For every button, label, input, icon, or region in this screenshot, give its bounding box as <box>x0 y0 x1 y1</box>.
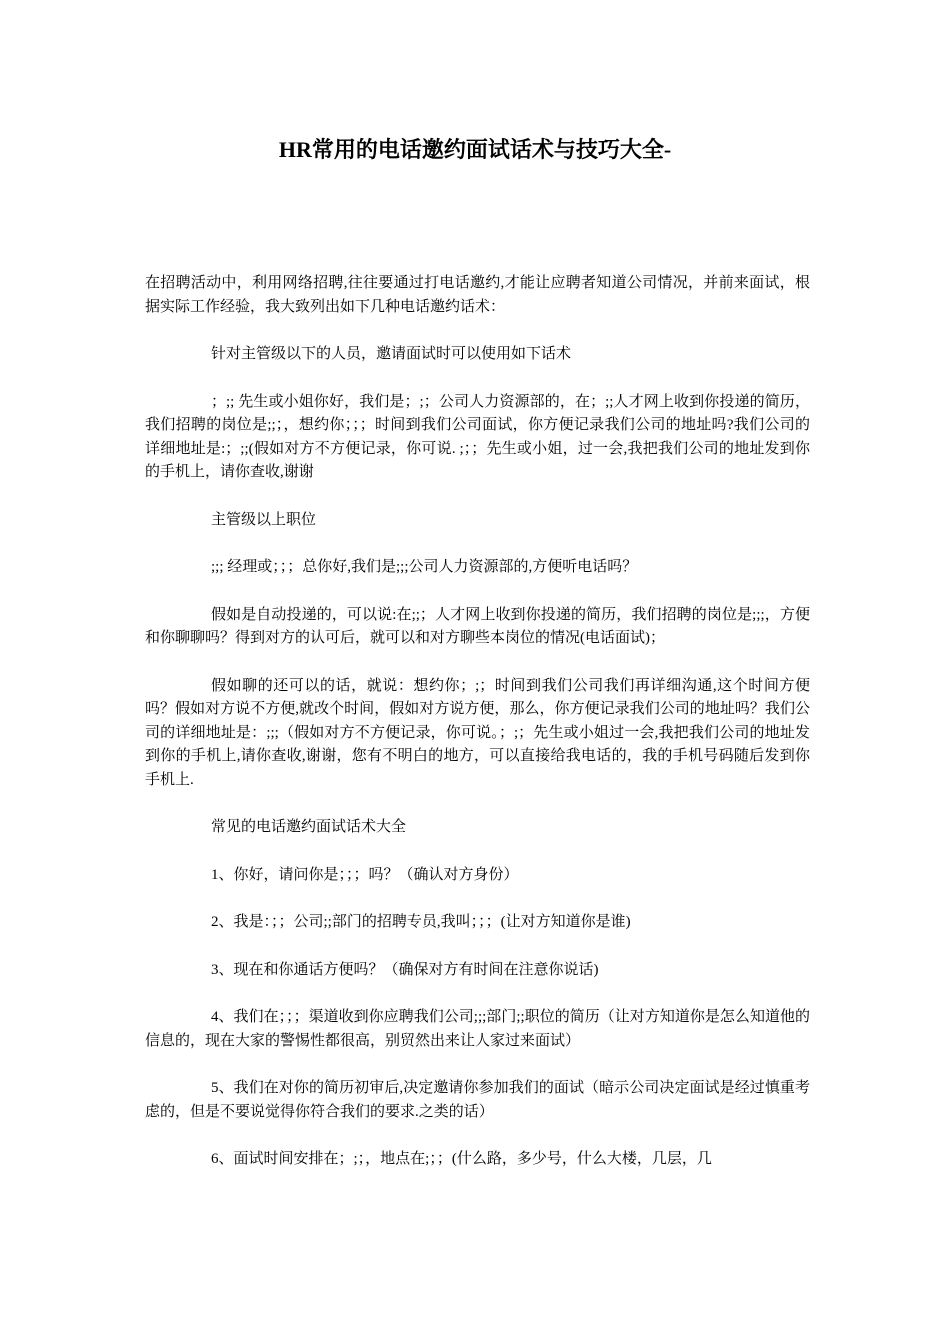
list-item-4: 4、我们在；；；渠道收到你应聘我们公司;;;部门;;职位的简历（让对方知道你是怎么知道他的信息的，现在大家的警惕性都很高，别贸然出来让人家过来面试） <box>145 1009 810 1049</box>
paragraph-heading-senior: 主管级以上职位 <box>211 511 317 528</box>
document-body <box>145 272 810 1196</box>
paragraph-senior-greeting: ;;; 经理或；；；总你好,我们是;;;公司人力资源部的,方便听电话吗？ <box>211 559 638 575</box>
document-title: HR常用的电话邀约面试话术与技巧大全- <box>278 137 672 162</box>
paragraph-follow-up: 假如聊的还可以的话，就说：想约你；;；时间到我们公司我们再详细沟通,这个时间方便吗？假如对方说不方便,就改个时间，假如对方说方便，那么，你方便记录我们公司的地址吗？我们公司的详细地址是：;;;（假如对方不方便记录，你可说。；;；先生或小姐过一会,我把我们公司的地址发到你的手机上,请你查收,谢谢，您有不明白的地方，可以直接给我电话的，我的手机号码随后发到你手机上. <box>145 677 810 788</box>
list-item-3: 3、现在和你通话方便吗？（确保对方有时间在注意你说话) <box>211 961 599 978</box>
paragraph-heading-common: 常见的电话邀约面试话术大全 <box>211 819 407 835</box>
paragraph-intro: 在招聘活动中，利用网络招聘,往往要通过打电话邀约,才能让应聘者知道公司情况，并前来面试，根据实际工作经验，我大致列出如下几种电话邀约话术： <box>145 275 810 315</box>
list-item-6: 6、面试时间安排在；;；，地点在;；；(什么路，多少号，什么大楼，几层，几 <box>211 1151 712 1167</box>
list-item-2: 2、我是：；；公司;;部门的招聘专员,我叫；；；(让对方知道你是谁) <box>211 914 631 930</box>
paragraph-auto-apply: 假如是自动投递的，可以说:在;;；人才网上收到你投递的简历，我们招聘的岗位是;;;，方便和你聊聊吗？得到对方的认可后，就可以和对方聊些本岗位的情况(电话面试)； <box>145 606 810 646</box>
paragraph-junior-script: ；;; 先生或小姐你好，我们是；;；公司人力资源部的，在；;;人才网上收到你投递的简历，我们招聘的岗位是;;；，想约你；；；时间到我们公司面试，你方便记录我们公司的地址吗?我们公司的详细地址是:；;;(假如对方不方便记录，你可说. ;；；先生或小姐，过一会,我把我们公司的地址发到你的手机上，请你查收,谢谢 <box>145 393 810 480</box>
paragraph-heading-junior: 针对主管级以下的人员，邀请面试时可以使用如下话术 <box>211 346 572 362</box>
list-item-5: 5、我们在对你的简历初审后,决定邀请你参加我们的面试（暗示公司决定面试是经过慎重考虑的，但是不要说觉得你符合我们的要求.之类的话） <box>145 1080 810 1120</box>
list-item-1: 1、你好，请问你是；；；吗？（确认对方身份） <box>211 866 519 883</box>
